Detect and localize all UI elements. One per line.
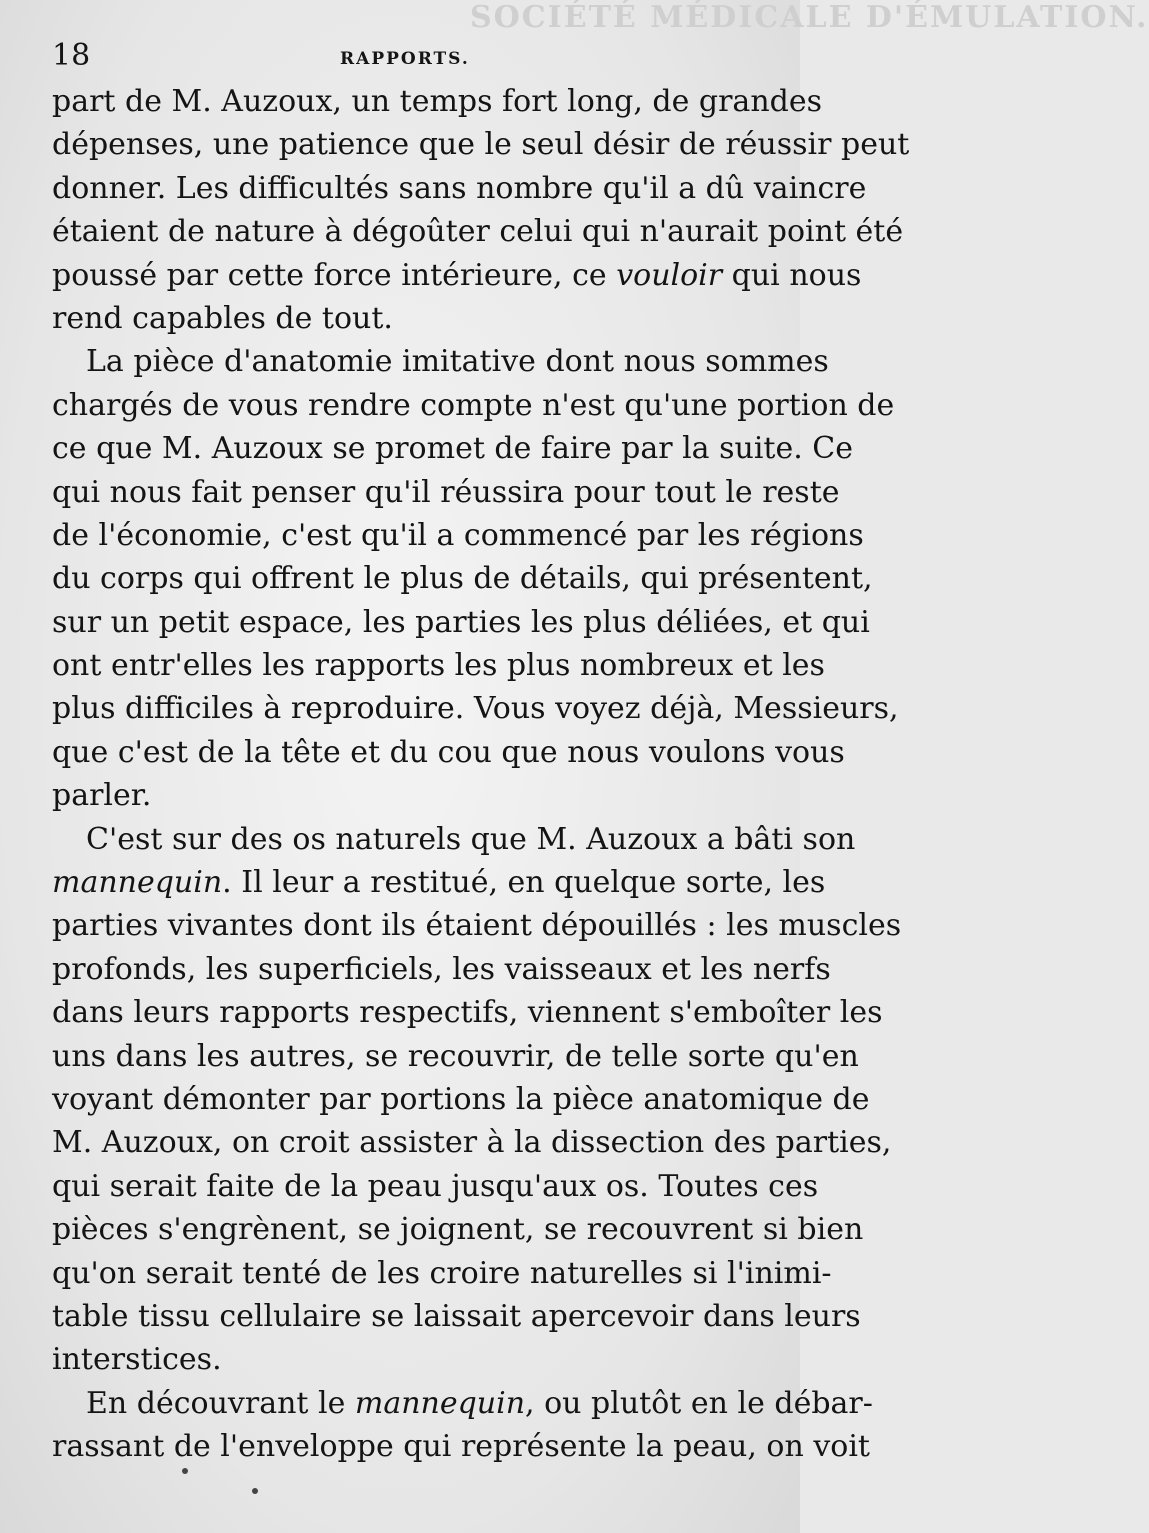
- ink-speck: [182, 1468, 188, 1474]
- text-line: mannequin. Il leur a restitué, en quelque sorte, les: [52, 865, 826, 901]
- text-line: plus difficiles à reproduire. Vous voyez déjà, Messieurs,: [52, 691, 899, 727]
- text-line: du corps qui offrent le plus de détails, qui présentent,: [52, 561, 873, 597]
- text-line: table tissu cellulaire se laissait apercevoir dans leurs: [52, 1298, 861, 1334]
- running-head: RAPPORTS.: [340, 49, 470, 69]
- text-line: pièces s'engrènent, se joignent, se recouvrent si bien: [52, 1212, 864, 1248]
- text-line: C'est sur des os naturels que M. Auzoux a bâti son: [86, 821, 856, 857]
- text-line: qu'on serait tenté de les croire naturelles si l'inimi-: [52, 1255, 832, 1291]
- ink-speck: [252, 1488, 258, 1494]
- text-line: En découvrant le mannequin, ou plutôt en le débar-: [86, 1385, 873, 1421]
- text-line: chargés de vous rendre compte n'est qu'une portion de: [52, 387, 895, 423]
- text-line: La pièce d'anatomie imitative dont nous sommes: [86, 344, 829, 380]
- text-line: part de M. Auzoux, un temps fort long, de grandes: [52, 84, 822, 119]
- text-line: ce que M. Auzoux se promet de faire par la suite. Ce: [52, 431, 854, 467]
- page-number: 18: [52, 38, 91, 73]
- text-line: parler.: [52, 778, 152, 814]
- text-line: que c'est de la tête et du cou que nous voulons vous: [52, 734, 845, 770]
- text-line: interstices.: [52, 1342, 222, 1378]
- text-line: rassant de l'enveloppe qui représente la peau, on voit: [52, 1429, 870, 1465]
- text-line: sur un petit espace, les parties les plus déliées, et qui: [52, 604, 870, 640]
- text-line: qui nous fait penser qu'il réussira pour tout le reste: [52, 474, 840, 510]
- page-header: [52, 36, 752, 76]
- text-line: rend capables de tout.: [52, 300, 393, 336]
- text-line: voyant démonter par portions la pièce anatomique de: [52, 1081, 870, 1117]
- text-line: ont entr'elles les rapports les plus nombreux et les: [52, 648, 825, 684]
- text-line: M. Auzoux, on croit assister à la dissection des parties,: [52, 1125, 892, 1161]
- text-line: de l'économie, c'est qu'il a commencé par les régions: [52, 517, 864, 553]
- text-line: étaient de nature à dégoûter celui qui n'aurait point été: [52, 214, 904, 250]
- text-line: uns dans les autres, se recouvrir, de telle sorte qu'en: [52, 1038, 859, 1074]
- text-line: dépenses, une patience que le seul désir de réussir peut: [52, 127, 910, 163]
- body-text: [52, 80, 910, 1469]
- bleed-through-text: SOCIÉTÉ MÉDICALE D'ÉMULATION.: [470, 0, 1149, 35]
- text-line: qui serait faite de la peau jusqu'aux os. Toutes ces: [52, 1168, 819, 1204]
- text-line: donner. Les difficultés sans nombre qu'il a dû vaincre: [52, 170, 867, 206]
- text-line: dans leurs rapports respectifs, viennent s'emboîter les: [52, 995, 883, 1031]
- text-line: parties vivantes dont ils étaient dépouillés : les muscles: [52, 908, 902, 944]
- text-line: poussé par cette force intérieure, ce vouloir qui nous: [52, 257, 862, 293]
- text-line: profonds, les superficiels, les vaisseaux et les nerfs: [52, 951, 831, 987]
